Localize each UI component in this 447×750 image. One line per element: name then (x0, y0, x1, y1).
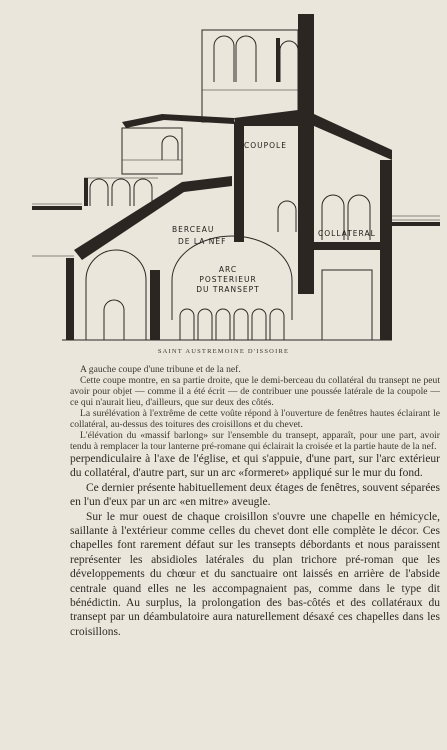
body-paragraph-3: Sur le mur ouest de chaque croisillon s'ouvre une chapelle en hémicycle, saillante à l'extérieur comme celles du chevet dont elle complète le décor. Ces chapelles font rarement défaut sur les transepts débordants et nous paraissent représenter les absidioles latérales du plan trichore pré-roman que les développements du chœur et du sanctuaire ont laissés en arrière de l'abside centrale quand elles ne les accompagnaient pas, comme dans le type dit bénédictin. Au surplus, la prolongation des bas-côtés et des collatéraux du transept par un déambulatoire aura naturellement désaxé ces chapelles dans les croisillons. (70, 510, 440, 638)
figure-title: SAINT AUSTREMOINE D'ISSOIRE (157, 348, 290, 355)
left-aisle-wall (66, 258, 74, 340)
label-arc-2: POSTERIEUR (199, 275, 257, 284)
lower-arcade (180, 309, 284, 340)
label-berceau-1: BERCEAU (172, 225, 215, 234)
caption-paragraph-1: A gauche coupe d'une tribune et de la nef. (80, 364, 241, 375)
body-paragraph-2: Ce dernier présente habituellement deux étages de fenêtres, souvent séparées en l'un d'eux par un arc «en mitre» aveugle. (70, 481, 440, 509)
caption-paragraph-2: Cette coupe montre, en sa partie droite, que le demi-berceau du collatéral du transept ne peut avoir pour objet — comme il a été écrit — de contribuer une poussée latérale de la coupole — ce qui n'aurait lieu, d'ailleurs, que sur deux des côtés. (70, 375, 440, 408)
label-arc-1: ARC (218, 265, 238, 274)
caption-paragraph-3: La surélévation à l'extrême de cette voûte répond à l'ouverture de fenêtres hautes éclairant le collatéral, au-dessus des toitures des croisillons et du chevet. (70, 408, 440, 430)
label-arc-3: DU TRANSEPT (196, 285, 260, 294)
left-roof-slab (32, 206, 82, 210)
label-berceau-2: DE LA NEF (178, 237, 227, 246)
label-coupole: COUPOLE (244, 141, 287, 150)
body-paragraph-1: perpendiculaire à l'axe de l'église, et qui s'appuie, d'une part, sur l'arc extérieur du collatéral, d'autre part, sur un arc «formeret» appliqué sur le mur du fond. (70, 453, 440, 480)
crossing-pier-left (234, 122, 244, 242)
crossing-pier-right (298, 144, 314, 294)
left-chapel (86, 250, 160, 340)
tribune-roof (122, 114, 234, 128)
label-collateral: COLLATERAL (318, 229, 376, 238)
tribune-arcade (84, 178, 158, 206)
left-half-vault (74, 176, 232, 260)
caption-paragraph-4: L'élévation du «massif barlong» sur l'ensemble du transept, apparaît, pour une part, avoir tendu à remplacer la tour lanterne pré-romane qui éclairait la croisée et la partie haute de la nef. (70, 430, 440, 452)
architectural-section-drawing (22, 10, 442, 345)
body-text (70, 452, 440, 639)
figure-caption (70, 364, 440, 452)
church-section-svg (22, 10, 442, 345)
